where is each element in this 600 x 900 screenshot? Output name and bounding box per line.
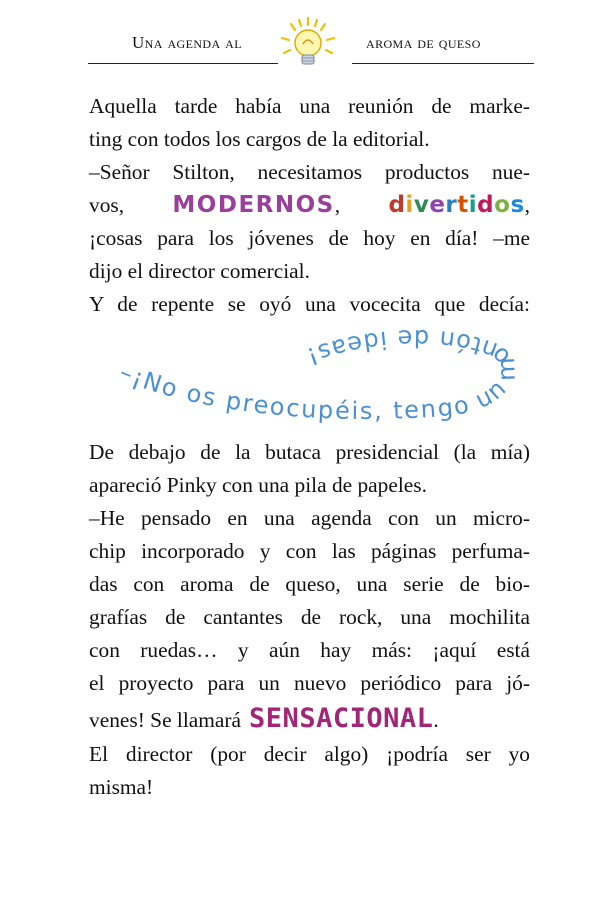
text-line: El director (por decir algo) ¡podría ser yo bbox=[89, 742, 530, 766]
divertidos-letter: e bbox=[429, 192, 446, 218]
text-line: con ruedas… y aún hay más: ¡aquí está bbox=[89, 638, 530, 662]
text-fragment: . bbox=[433, 708, 439, 732]
text-line: misma! bbox=[89, 775, 154, 799]
word-divertidos bbox=[388, 192, 524, 218]
word-sensacional: SENSACIONAL bbox=[249, 703, 434, 734]
divertidos-letter: d bbox=[477, 192, 495, 218]
divertidos-letter: i bbox=[468, 192, 478, 218]
text-line-styled bbox=[89, 192, 530, 218]
header-rule-right bbox=[352, 63, 534, 64]
divertidos-letter: v bbox=[413, 192, 430, 218]
text-line: dijo el director comercial. bbox=[89, 259, 310, 283]
header-rule-left bbox=[88, 63, 278, 64]
running-header bbox=[0, 0, 600, 80]
text-fragment: , bbox=[334, 193, 341, 217]
text-fragment: venes! Se llamará bbox=[89, 708, 242, 732]
divertidos-letter: o bbox=[494, 192, 511, 218]
text-line: –He pensado en una agenda con un micro- bbox=[89, 506, 530, 530]
divertidos-letter: r bbox=[445, 192, 458, 218]
text-line: das con aroma de queso, una serie de bio- bbox=[89, 572, 530, 596]
wavy-speech-text bbox=[100, 318, 540, 438]
wavy-speech-line bbox=[116, 324, 521, 425]
text-line: apareció Pinky con una pila de papeles. bbox=[89, 473, 427, 497]
text-line: el proyecto para un nuevo periódico para jó- bbox=[89, 671, 530, 695]
text-line-styled bbox=[89, 703, 439, 734]
divertidos-letter: d bbox=[388, 192, 406, 218]
text-line: De debajo de la butaca presidencial (la mía) bbox=[89, 440, 530, 464]
text-line: Y de repente se oyó una vocecita que decía: bbox=[89, 292, 530, 316]
header-title-right: aroma de queso bbox=[366, 33, 481, 52]
text-line: –Señor Stilton, necesitamos productos nue- bbox=[89, 160, 530, 184]
divertidos-letter: i bbox=[405, 192, 414, 218]
divertidos-letter: t bbox=[457, 192, 469, 218]
lightbulb-icon bbox=[279, 16, 337, 74]
text-line: ting con todos los cargos de la editorial. bbox=[89, 127, 430, 151]
wavy-speech-path: –¡No os preocupéis, tengo un montón de ideas! bbox=[115, 324, 521, 425]
header-title-left: Una agenda al bbox=[132, 33, 242, 52]
text-line: grafías de cantantes de rock, una mochilita bbox=[89, 605, 530, 629]
divertidos-letter: s bbox=[510, 192, 525, 218]
word-modernos: MODERNOS bbox=[172, 192, 335, 218]
text-fragment: , bbox=[524, 193, 530, 217]
text-line: Aquella tarde había una reunión de marke- bbox=[89, 94, 530, 118]
text-line: ¡cosas para los jóvenes de hoy en día! –me bbox=[89, 226, 530, 250]
text-line: chip incorporado y con las páginas perfuma- bbox=[89, 539, 530, 563]
text-fragment: vos, bbox=[89, 193, 125, 217]
